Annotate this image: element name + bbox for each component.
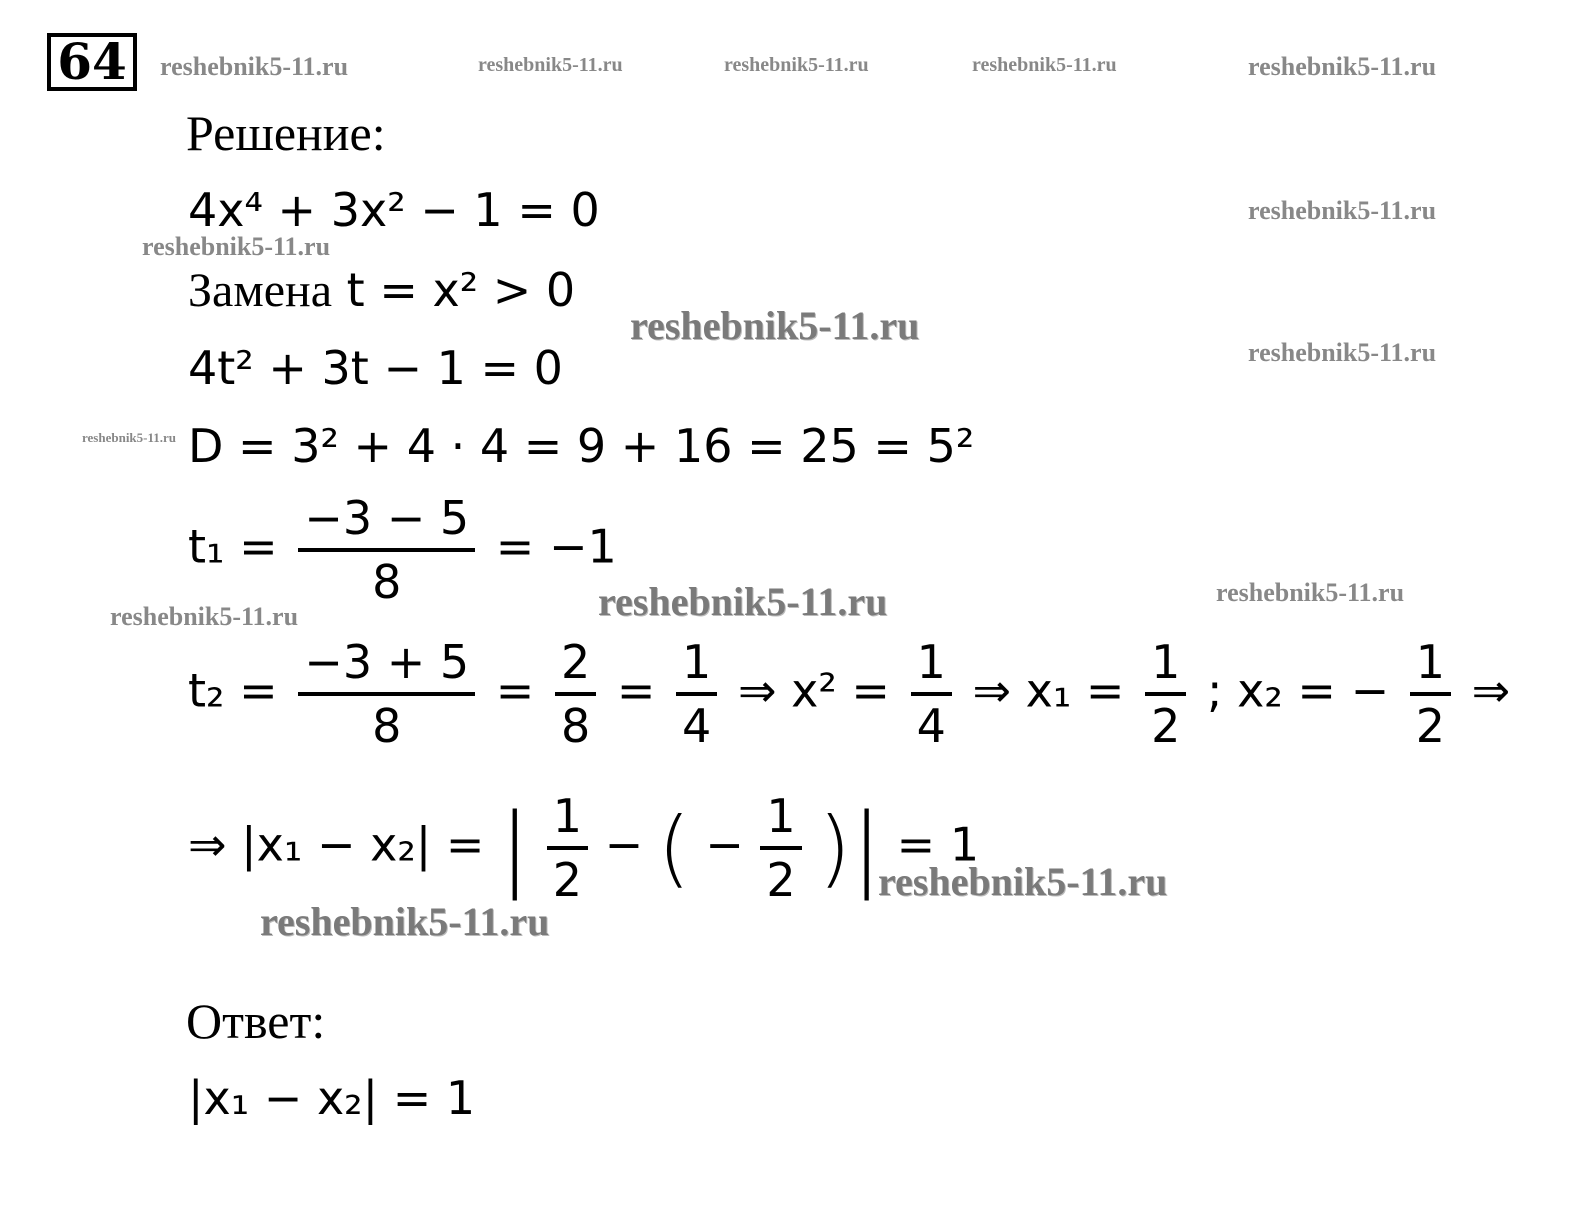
substitution-line xyxy=(188,262,575,319)
fraction-denominator: 2 xyxy=(552,853,582,907)
t1-lhs: t₁ = xyxy=(188,519,278,574)
minus-sign: − xyxy=(604,817,644,872)
fraction-denominator: 4 xyxy=(682,699,712,753)
problem-number: 64 xyxy=(47,33,137,91)
fraction-denominator: 2 xyxy=(1151,699,1181,753)
fraction-x2 xyxy=(1410,632,1451,756)
answer-expression: |x₁ − x₂| = 1 xyxy=(188,1071,476,1125)
watermark: reshebnik5-11.ru xyxy=(82,430,177,445)
watermark: reshebnik5-11.ru xyxy=(260,899,550,944)
answer-label: Ответ: xyxy=(186,993,326,1049)
fraction-numerator: 1 xyxy=(1145,632,1186,696)
abs-rhs: = 1 xyxy=(896,817,980,872)
abs-difference-line: ⇒ |x₁ − x₂| = | $\frac{1}{2}$ − ( − $\frac{1}{2}$ )| = 1 xyxy=(188,786,979,910)
substitution-word: Замена xyxy=(188,264,333,317)
fraction-numerator: 1 xyxy=(911,632,952,696)
watermark: reshebnik5-11.ru xyxy=(142,232,331,261)
implies-arrow: ⇒ xyxy=(1471,663,1511,718)
watermark: reshebnik5-11.ru xyxy=(1216,578,1405,607)
watermark: reshebnik5-11.ru xyxy=(1248,196,1437,225)
watermark: reshebnik5-11.ru xyxy=(630,303,920,348)
fraction-denominator: 4 xyxy=(916,699,946,753)
fraction-two-eighths xyxy=(555,632,596,756)
solution-label: Решение: xyxy=(186,105,386,161)
fraction-neg-half xyxy=(760,786,801,910)
fraction-numerator: 1 xyxy=(1410,632,1451,696)
substitution-expr: t = x² > 0 xyxy=(346,263,576,317)
negative-sign: − xyxy=(705,817,744,872)
watermark: reshebnik5-11.ru xyxy=(160,52,349,81)
watermark: reshebnik5-11.ru xyxy=(478,54,623,76)
watermark: reshebnik5-11.ru xyxy=(598,579,888,624)
fraction-denominator: 2 xyxy=(1415,699,1446,753)
watermark: reshebnik5-11.ru xyxy=(878,859,1168,904)
fraction-numerator: −3 − 5 xyxy=(298,488,475,552)
watermark: reshebnik5-11.ru xyxy=(972,54,1117,76)
fraction-x-squared xyxy=(911,632,952,756)
t2-line: t₂ = $\frac{-3 + 5}{8}$ = $\frac{2}{8}$ = $\frac{1}{4}$ ⇒ x² = $\frac{1}{4}$ ⇒ x₁ = $\frac{1}{2}$ ; x₂ = − $\frac{1}{2}$ ⇒ xyxy=(188,632,1510,756)
fraction-numerator: 1 xyxy=(547,786,588,850)
fraction-denominator: 8 xyxy=(560,699,591,753)
equation-quadratic: 4t² + 3t − 1 = 0 xyxy=(188,341,563,395)
watermark: reshebnik5-11.ru xyxy=(1248,52,1437,81)
x2-expr: ; x₂ = − xyxy=(1207,663,1390,718)
fraction-x1 xyxy=(1145,632,1186,756)
abs-lhs: ⇒ |x₁ − x₂| = xyxy=(188,817,485,872)
fraction-numerator: 1 xyxy=(760,786,801,850)
t2-lhs: t₂ = xyxy=(188,663,278,718)
watermark: reshebnik5-11.ru xyxy=(1248,338,1437,367)
x-squared-expr: ⇒ x² = xyxy=(737,663,890,718)
t1-rhs: = −1 xyxy=(495,519,617,574)
fraction-numerator: −3 + 5 xyxy=(298,632,475,696)
fraction-denominator: 2 xyxy=(766,853,796,907)
t1-line xyxy=(188,488,617,612)
fraction-denominator: 8 xyxy=(372,699,402,753)
t2-fraction xyxy=(298,632,475,756)
fraction-one-quarter xyxy=(676,632,717,756)
discriminant-line: D = 3² + 4 · 4 = 9 + 16 = 25 = 5² xyxy=(188,419,975,473)
fraction-numerator: 1 xyxy=(676,632,717,696)
watermark: reshebnik5-11.ru xyxy=(724,54,869,76)
fraction-half xyxy=(547,786,588,910)
t1-fraction xyxy=(298,488,475,612)
watermark: reshebnik5-11.ru xyxy=(110,602,299,631)
equation-quartic: 4x⁴ + 3x² − 1 = 0 xyxy=(188,183,600,237)
fraction-numerator: 2 xyxy=(555,632,596,696)
x1-expr: ⇒ x₁ = xyxy=(972,663,1125,718)
fraction-denominator: 8 xyxy=(372,555,402,609)
